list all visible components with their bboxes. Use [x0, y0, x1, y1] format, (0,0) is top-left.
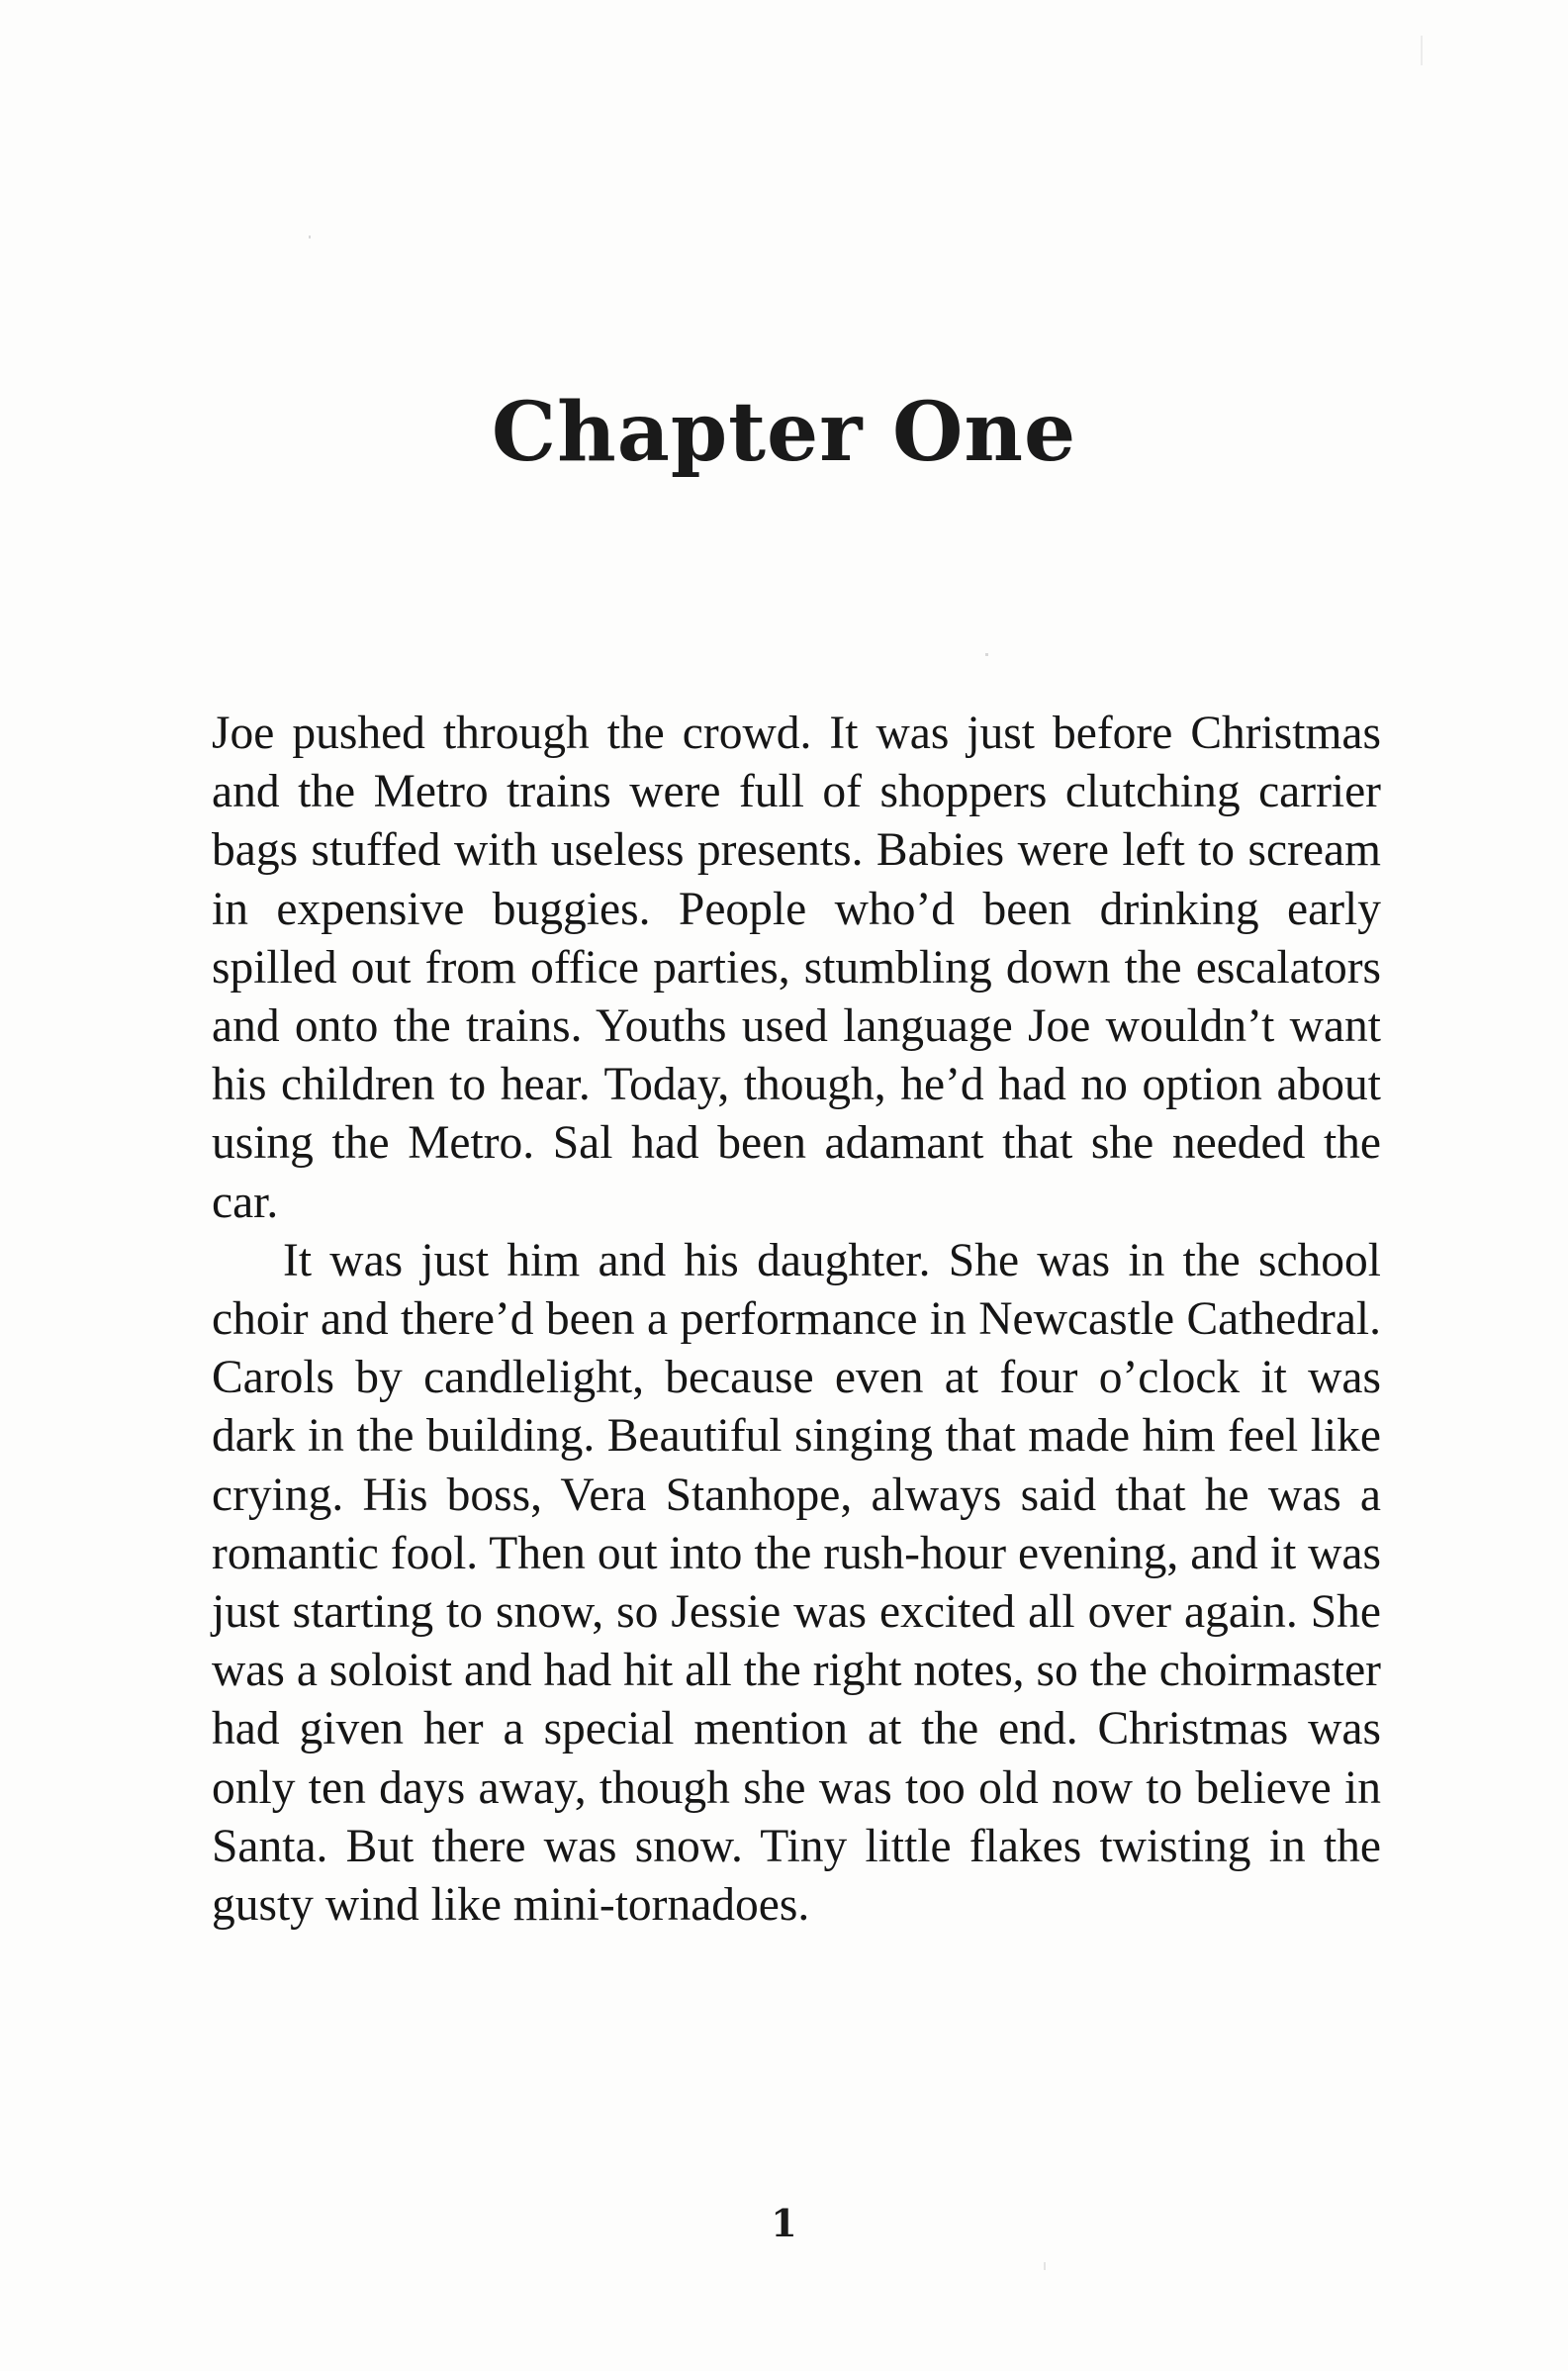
page-number: 1: [771, 2201, 797, 2245]
paragraph: It was just him and his daughter. She was in the school choir and there’d been a performance in Newcastle Cathedral. Carols by candlelight, because even at four o’clock it was dark in the building. Beautiful singing that made him feel like crying. His boss, Vera Stanhope, always said that he was a romantic fool. Then out into the rush-hour evening, and it was just starting to snow, so Jessie was excited all over again. She was a soloist and had hit all the right notes, so the choirmaster had given her a special mention at the end. Christmas was only ten days away, though she was too old now to believe in Santa. But there was snow. Tiny little flakes twisting in the gusty wind like mini-tornadoes.: [212, 1234, 1381, 1932]
scan-speck: [309, 236, 311, 238]
scan-speck: [1421, 36, 1423, 65]
chapter-title: Chapter One: [491, 385, 1077, 480]
scan-speck: [1044, 2262, 1046, 2270]
scan-speck: [985, 653, 988, 656]
paragraph: Joe pushed through the crowd. It was just before Christmas and the Metro trains were full of shoppers clutching carrier bags stuffed with useless presents. Babies were left to scream in expensive buggies. People who’d been drinking early spilled out from office parties, stumbling down the escalators and onto the trains. Youths used language Joe wouldn’t want his children to hear. Today, though, he’d had no option about using the Metro. Sal had been adamant that she needed the car.: [212, 708, 1381, 1228]
chapter-body: [212, 705, 1381, 1935]
